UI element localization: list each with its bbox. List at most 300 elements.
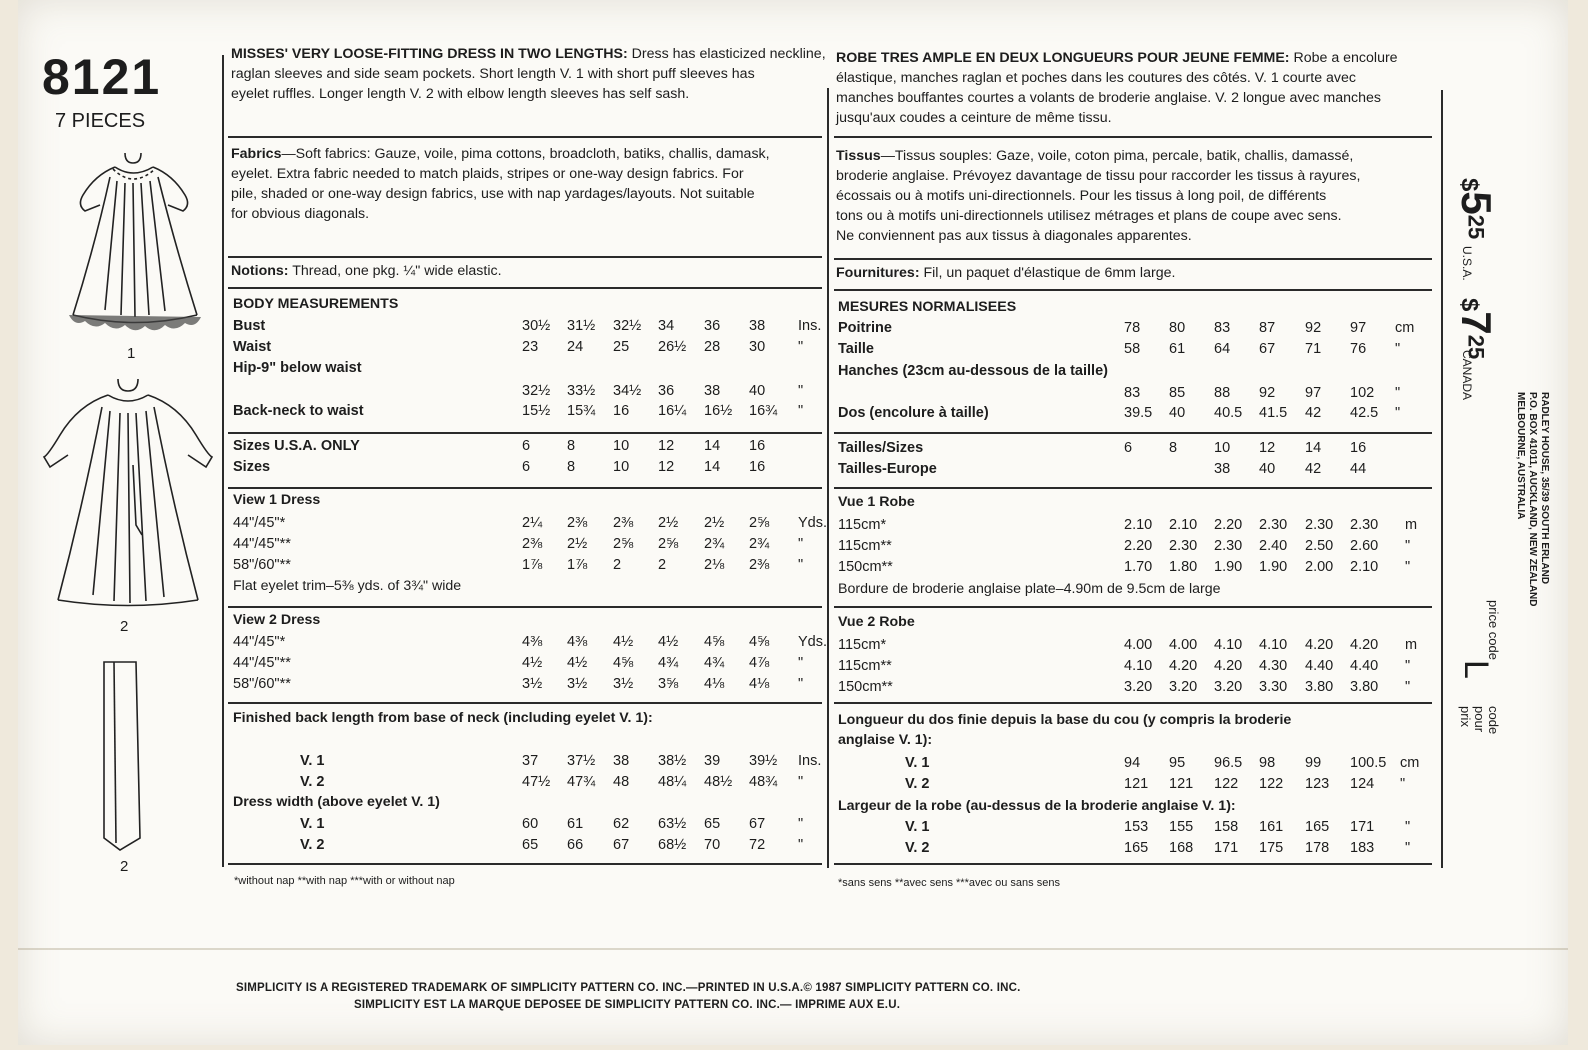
size-value-cell: 6 xyxy=(1124,440,1133,456)
en-rule-1 xyxy=(228,136,822,138)
size-value-cell: 36 xyxy=(658,383,675,399)
size-value-cell: 165 xyxy=(1305,819,1330,835)
size-value-cell: 158 xyxy=(1214,819,1239,835)
unit-cell: " xyxy=(798,676,804,692)
size-value-cell: 2.50 xyxy=(1305,538,1334,554)
unit-cell: cm xyxy=(1395,320,1415,336)
size-value-cell: 4.20 xyxy=(1169,658,1198,674)
en-dress-width-title: Dress width (above eyelet V. 1) xyxy=(233,794,440,810)
size-value-cell: 124 xyxy=(1350,776,1375,792)
price-canada-label: CANADA xyxy=(1460,350,1474,401)
size-value-cell: 4⅛ xyxy=(749,676,770,692)
fr-fabrics-line: tons ou à motifs uni-directionnels utilisez métrages et plans de coupe avec sens. xyxy=(836,208,1342,224)
unit-cell: " xyxy=(1395,385,1401,401)
size-value-cell: 2¼ xyxy=(522,515,543,531)
unit-cell: " xyxy=(1395,405,1401,421)
size-value-cell: 87 xyxy=(1259,320,1276,336)
unit-cell: " xyxy=(798,339,804,355)
size-value-cell: 10 xyxy=(613,438,630,454)
en-description-line: raglan sleeves and side seam pockets. Short length V. 1 with short puff sleeves has xyxy=(231,66,755,82)
row-label: Back-neck to waist xyxy=(233,403,364,419)
size-value-cell: 16¾ xyxy=(749,403,778,419)
size-value-cell: 16 xyxy=(1350,440,1367,456)
size-value-cell: 4.40 xyxy=(1305,658,1334,674)
unit-cell: m xyxy=(1405,637,1418,653)
unit-cell: " xyxy=(798,557,804,573)
unit-cell: " xyxy=(1405,538,1411,554)
size-value-cell: 4¾ xyxy=(704,655,725,671)
size-value-cell: 40 xyxy=(749,383,766,399)
unit-cell: " xyxy=(798,383,804,399)
fr-notions: Fournitures: Fil, un paquet d'élastique de 6mm large. xyxy=(836,265,1176,281)
en-fabrics-line: for obvious diagonals. xyxy=(231,206,370,222)
size-value-cell: 6 xyxy=(522,459,531,475)
size-value-cell: 165 xyxy=(1124,840,1149,856)
unit-cell: cm xyxy=(1400,755,1420,771)
size-value-cell: 168 xyxy=(1169,840,1194,856)
row-label: Waist xyxy=(233,339,272,355)
size-value-cell: 4½ xyxy=(522,655,543,671)
size-value-cell: 4.20 xyxy=(1214,658,1243,674)
size-value-cell: 4⅛ xyxy=(704,676,725,692)
size-value-cell: 4.20 xyxy=(1350,637,1379,653)
row-label: Bust xyxy=(233,318,266,334)
size-value-cell: 95 xyxy=(1169,755,1186,771)
size-value-cell: 8 xyxy=(1169,440,1178,456)
size-value-cell: 3.20 xyxy=(1214,679,1243,695)
unit-cell: " xyxy=(1405,658,1411,674)
size-value-cell: 2 xyxy=(613,557,622,573)
en-description-line: eyelet ruffles. Longer length V. 2 with elbow length sleeves has self sash. xyxy=(231,86,690,102)
size-value-cell: 23 xyxy=(522,339,539,355)
en-rule-8 xyxy=(228,863,822,865)
unit-cell: m xyxy=(1405,517,1418,533)
envelope-fold-line xyxy=(18,948,1568,950)
fr-description xyxy=(836,48,1398,128)
row-label: 115cm** xyxy=(838,538,892,554)
legal-line-english: SIMPLICITY IS A REGISTERED TRADEMARK OF SIMPLICITY PATTERN CO. INC.—PRINTED IN U.S.A.© 1987 SIMPLICITY PATTERN CO. INC. xyxy=(236,982,1021,994)
size-value-cell: 3.80 xyxy=(1350,679,1379,695)
size-value-cell: 2.10 xyxy=(1350,559,1379,575)
unit-cell: " xyxy=(798,403,804,419)
size-value-cell: 10 xyxy=(613,459,630,475)
row-label: 150cm** xyxy=(838,679,893,695)
size-value-cell: 38 xyxy=(1214,461,1231,477)
fr-footnote: *sans sens **avec sens ***avec ou sans sens xyxy=(838,877,1060,889)
price-canada: $725 xyxy=(1453,298,1500,360)
size-value-cell: 83 xyxy=(1214,320,1231,336)
size-value-cell: 37½ xyxy=(567,753,596,769)
size-value-cell: 4.40 xyxy=(1350,658,1379,674)
row-label: Sizes U.S.A. ONLY xyxy=(233,438,360,454)
size-value-cell: 68½ xyxy=(658,837,687,853)
size-value-cell: 38 xyxy=(704,383,721,399)
size-value-cell: 102 xyxy=(1350,385,1375,401)
size-value-cell: 4¾ xyxy=(658,655,679,671)
size-value-cell: 40 xyxy=(1259,461,1276,477)
size-value-cell: 64 xyxy=(1214,341,1231,357)
size-value-cell: 2½ xyxy=(567,536,588,552)
size-value-cell: 14 xyxy=(1305,440,1322,456)
unit-cell: " xyxy=(798,837,804,853)
size-value-cell: 2.30 xyxy=(1350,517,1379,533)
size-value-cell: 37 xyxy=(522,753,539,769)
size-value-cell: 99 xyxy=(1305,755,1322,771)
size-value-cell: 30 xyxy=(749,339,766,355)
size-value-cell: 65 xyxy=(522,837,539,853)
size-value-cell: 3½ xyxy=(613,676,634,692)
size-value-cell: 15½ xyxy=(522,403,551,419)
size-value-cell: 76 xyxy=(1350,341,1367,357)
size-value-cell: 48¾ xyxy=(749,774,778,790)
size-value-cell: 38 xyxy=(613,753,630,769)
size-value-cell: 3½ xyxy=(522,676,543,692)
size-value-cell: 4⅝ xyxy=(613,655,634,671)
row-label: V. 2 xyxy=(300,837,325,853)
fr-rule-7 xyxy=(834,702,1432,704)
size-value-cell: 2⅜ xyxy=(749,557,770,573)
fr-view-1-trim: Bordure de broderie anglaise plate–4.90m de 9.5cm de large xyxy=(838,581,1221,597)
unit-cell: " xyxy=(798,536,804,552)
en-view-1-trim: Flat eyelet trim–5⅜ yds. of 3¾" wide xyxy=(233,578,462,594)
fr-fabrics-line: Tissus—Tissus souples: Gaze, voile, coton pima, percale, batik, challis, damassé, xyxy=(836,148,1354,164)
size-value-cell: 44 xyxy=(1350,461,1367,477)
price-code-label: price code xyxy=(1486,600,1501,660)
size-value-cell: 121 xyxy=(1169,776,1194,792)
en-fabrics-line: Fabrics—Soft fabrics: Gauze, voile, pima cottons, broadcloth, batiks, challis, damask, xyxy=(231,146,770,162)
row-label: 44"/45"* xyxy=(233,515,286,531)
size-value-cell: 2¾ xyxy=(704,536,725,552)
size-value-cell: 2.10 xyxy=(1124,517,1153,533)
size-value-cell: 4.10 xyxy=(1259,637,1288,653)
size-value-cell: 2.60 xyxy=(1350,538,1379,554)
size-value-cell: 97 xyxy=(1305,385,1322,401)
size-value-cell: 92 xyxy=(1305,320,1322,336)
size-value-cell: 4.30 xyxy=(1259,658,1288,674)
size-value-cell: 183 xyxy=(1350,840,1375,856)
size-value-cell: 10 xyxy=(1214,440,1231,456)
size-value-cell: 2.00 xyxy=(1305,559,1334,575)
distributor-line: RADLEY HOUSE, 35/39 SOUTH ERLAND xyxy=(1539,392,1550,585)
size-value-cell: 2⅜ xyxy=(522,536,543,552)
size-value-cell: 171 xyxy=(1350,819,1375,835)
size-value-cell: 88 xyxy=(1214,385,1231,401)
size-value-cell: 38½ xyxy=(658,753,687,769)
size-value-cell: 8 xyxy=(567,459,576,475)
size-value-cell: 2¾ xyxy=(749,536,770,552)
center-column-rule xyxy=(827,88,829,868)
fr-description-line: manches bouffantes courtes a volants de broderie anglaise. V. 2 longue avec manches xyxy=(836,90,1381,106)
fr-finished-length-title-2: anglaise V. 1): xyxy=(838,732,933,748)
size-value-cell: 4.00 xyxy=(1124,637,1153,653)
row-label: V. 2 xyxy=(905,776,930,792)
size-value-cell: 85 xyxy=(1169,385,1186,401)
row-label: Sizes xyxy=(233,459,271,475)
size-value-cell: 2.30 xyxy=(1214,538,1243,554)
fr-rule-1 xyxy=(834,136,1432,138)
size-value-cell: 12 xyxy=(1259,440,1276,456)
piece-count: 7 PIECES xyxy=(55,110,146,132)
size-value-cell: 94 xyxy=(1124,755,1141,771)
size-value-cell: 67 xyxy=(749,816,766,832)
size-value-cell: 121 xyxy=(1124,776,1149,792)
size-value-cell: 61 xyxy=(1169,341,1186,357)
sash-pattern-piece-illustration xyxy=(100,658,150,858)
row-label: V. 1 xyxy=(300,816,325,832)
size-value-cell: 161 xyxy=(1259,819,1284,835)
fr-fabrics-line: écossais ou à motifs uni-directionnels. Pour les tissus à long poil, de différents xyxy=(836,188,1327,204)
right-column-rule xyxy=(1441,90,1443,868)
row-label: Dos (encolure à taille) xyxy=(838,405,989,421)
en-view-2-title: View 2 Dress xyxy=(233,612,321,628)
en-rule-4 xyxy=(228,432,822,434)
en-rule-6 xyxy=(228,606,822,608)
en-finished-length-title: Finished back length from base of neck (including eyelet V. 1): xyxy=(233,710,653,726)
fr-dress-width-title: Largeur de la robe (au-dessus de la broderie anglaise V. 1): xyxy=(838,798,1236,814)
fr-rule-4 xyxy=(834,432,1432,434)
price-usa: $525 xyxy=(1453,178,1500,240)
size-value-cell: 42 xyxy=(1305,461,1322,477)
size-value-cell: 2 xyxy=(658,557,667,573)
row-label: 115cm* xyxy=(838,637,887,653)
fr-finished-length-title: Longueur du dos finie depuis la base du cou (y compris la broderie xyxy=(838,712,1292,728)
size-value-cell: 39½ xyxy=(749,753,778,769)
size-value-cell: 80 xyxy=(1169,320,1186,336)
size-value-cell: 1.80 xyxy=(1169,559,1198,575)
size-value-cell: 61 xyxy=(567,816,584,832)
size-value-cell: 16 xyxy=(749,459,766,475)
size-value-cell: 2⅝ xyxy=(658,536,679,552)
fr-rule-3 xyxy=(834,289,1432,291)
size-value-cell: 62 xyxy=(613,816,630,832)
size-value-cell: 60 xyxy=(522,816,539,832)
row-label: Tailles-Europe xyxy=(838,461,937,477)
size-value-cell: 4½ xyxy=(658,634,679,650)
size-value-cell: 3⅝ xyxy=(658,676,679,692)
size-value-cell: 122 xyxy=(1214,776,1239,792)
en-rule-2 xyxy=(228,256,822,258)
unit-cell: " xyxy=(1405,559,1411,575)
left-column-rule xyxy=(222,55,224,867)
size-value-cell: 16½ xyxy=(704,403,733,419)
row-label: Hanches (23cm au-dessous de la taille) xyxy=(838,363,1108,379)
en-body-measurements-title: BODY MEASUREMENTS xyxy=(233,296,399,312)
size-value-cell: 96.5 xyxy=(1214,755,1243,771)
size-value-cell: 3.80 xyxy=(1305,679,1334,695)
distributor-line: P.O. BOX 41011, AUCKLAND, NEW ZEALAND xyxy=(1527,392,1538,607)
size-value-cell: 63½ xyxy=(658,816,687,832)
size-value-cell: 1.90 xyxy=(1214,559,1243,575)
sash-piece-label: 2 xyxy=(120,858,129,875)
size-value-cell: 14 xyxy=(704,438,721,454)
size-value-cell: 4.10 xyxy=(1124,658,1153,674)
size-value-cell: 42.5 xyxy=(1350,405,1379,421)
en-description xyxy=(231,44,826,104)
price-usa-label: U.S.A. xyxy=(1460,246,1474,281)
row-label: 58"/60"** xyxy=(233,676,291,692)
size-value-cell: 2.30 xyxy=(1169,538,1198,554)
size-value-cell: 48 xyxy=(613,774,630,790)
size-value-cell: 26½ xyxy=(658,339,687,355)
row-label: Hip-9" below waist xyxy=(233,360,362,376)
size-value-cell: 28 xyxy=(704,339,721,355)
row-label: 115cm* xyxy=(838,517,887,533)
size-value-cell: 178 xyxy=(1305,840,1330,856)
fr-view-2-title: Vue 2 Robe xyxy=(838,614,915,630)
en-rule-3 xyxy=(228,287,822,289)
size-value-cell: 2⅜ xyxy=(613,515,634,531)
size-value-cell: 97 xyxy=(1350,320,1367,336)
size-value-cell: 48½ xyxy=(704,774,733,790)
size-value-cell: 175 xyxy=(1259,840,1284,856)
size-value-cell: 12 xyxy=(658,438,675,454)
fr-body-measurements-title: MESURES NORMALISEES xyxy=(838,299,1017,315)
size-value-cell: 171 xyxy=(1214,840,1239,856)
row-label: 58"/60"** xyxy=(233,557,291,573)
unit-cell: " xyxy=(1395,341,1401,357)
row-label: 115cm** xyxy=(838,658,892,674)
size-value-cell: 6 xyxy=(522,438,531,454)
size-value-cell: 30½ xyxy=(522,318,551,334)
en-rule-5 xyxy=(228,487,822,489)
row-label: 150cm** xyxy=(838,559,893,575)
unit-cell: " xyxy=(798,774,804,790)
price-code-letter: L xyxy=(1457,660,1495,679)
size-value-cell: 70 xyxy=(704,837,721,853)
unit-cell: " xyxy=(1405,819,1411,835)
size-value-cell: 42 xyxy=(1305,405,1322,421)
size-value-cell: 2.20 xyxy=(1214,517,1243,533)
size-value-cell: 1⅞ xyxy=(522,557,543,573)
size-value-cell: 78 xyxy=(1124,320,1141,336)
view-1-dress-illustration xyxy=(55,145,225,355)
size-value-cell: 47½ xyxy=(522,774,551,790)
row-label: 44"/45"** xyxy=(233,536,291,552)
size-value-cell: 14 xyxy=(704,459,721,475)
size-value-cell: 2½ xyxy=(704,515,725,531)
size-value-cell: 16¼ xyxy=(658,403,687,419)
size-value-cell: 4⅜ xyxy=(522,634,543,650)
size-value-cell: 16 xyxy=(613,403,630,419)
size-value-cell: 2⅝ xyxy=(613,536,634,552)
en-footnote: *without nap **with nap ***with or without nap xyxy=(234,875,455,887)
row-label: V. 1 xyxy=(905,819,930,835)
fr-rule-6 xyxy=(834,606,1432,608)
legal-line-french: SIMPLICITY EST LA MARQUE DEPOSEE DE SIMPLICITY PATTERN CO. INC.— IMPRIME AUX E.U. xyxy=(354,999,901,1011)
size-value-cell: 48¼ xyxy=(658,774,687,790)
size-value-cell: 2⅛ xyxy=(704,557,725,573)
view-2-label: 2 xyxy=(120,618,129,635)
row-label: 44"/45"* xyxy=(233,634,286,650)
size-value-cell: 3.20 xyxy=(1124,679,1153,695)
row-label: Tailles/Sizes xyxy=(838,440,924,456)
size-value-cell: 1.90 xyxy=(1259,559,1288,575)
en-view-1-title: View 1 Dress xyxy=(233,492,321,508)
size-value-cell: 4.20 xyxy=(1305,637,1334,653)
unit-cell: " xyxy=(798,655,804,671)
fr-description-line: jusqu'aux coudes a ceinture de même tissu. xyxy=(836,110,1112,126)
size-value-cell: 4⅜ xyxy=(567,634,588,650)
row-label: Poitrine xyxy=(838,320,892,336)
size-value-cell: 65 xyxy=(704,816,721,832)
size-value-cell: 100.5 xyxy=(1350,755,1387,771)
size-value-cell: 3.20 xyxy=(1169,679,1198,695)
en-fabrics xyxy=(231,144,770,224)
size-value-cell: 2.20 xyxy=(1124,538,1153,554)
size-value-cell: 1⅞ xyxy=(567,557,588,573)
en-description-line: MISSES' VERY LOOSE-FITTING DRESS IN TWO LENGTHS: Dress has elasticized neckline, xyxy=(231,46,826,62)
view-1-label: 1 xyxy=(127,345,136,362)
size-value-cell: 153 xyxy=(1124,819,1149,835)
unit-cell: Ins. xyxy=(798,753,822,769)
size-value-cell: 58 xyxy=(1124,341,1141,357)
size-value-cell: 71 xyxy=(1305,341,1322,357)
unit-cell: " xyxy=(798,816,804,832)
size-value-cell: 2½ xyxy=(658,515,679,531)
size-value-cell: 4⅞ xyxy=(749,655,770,671)
fr-rule-2 xyxy=(834,258,1432,260)
size-value-cell: 40 xyxy=(1169,405,1186,421)
size-value-cell: 4⅝ xyxy=(749,634,770,650)
size-value-cell: 72 xyxy=(749,837,766,853)
row-label: V. 1 xyxy=(300,753,325,769)
size-value-cell: 2.30 xyxy=(1259,517,1288,533)
row-label: V. 2 xyxy=(905,840,930,856)
size-value-cell: 39.5 xyxy=(1124,405,1153,421)
size-value-cell: 4⅝ xyxy=(704,634,725,650)
size-value-cell: 98 xyxy=(1259,755,1276,771)
unit-cell: " xyxy=(1400,776,1406,792)
size-value-cell: 67 xyxy=(1259,341,1276,357)
size-value-cell: 34 xyxy=(658,318,675,334)
fr-rule-8 xyxy=(834,863,1432,865)
size-value-cell: 16 xyxy=(749,438,766,454)
size-value-cell: 2.40 xyxy=(1259,538,1288,554)
size-value-cell: 47¾ xyxy=(567,774,596,790)
fr-view-1-title: Vue 1 Robe xyxy=(838,494,915,510)
fr-fabrics-line: broderie anglaise. Prévoyez davantage de tissu pour raccorder les tissus à rayures, xyxy=(836,168,1361,184)
size-value-cell: 15¾ xyxy=(567,403,596,419)
unit-cell: Ins. xyxy=(798,318,822,334)
size-value-cell: 83 xyxy=(1124,385,1141,401)
unit-cell: Yds. xyxy=(798,634,828,650)
size-value-cell: 25 xyxy=(613,339,630,355)
size-value-cell: 67 xyxy=(613,837,630,853)
unit-cell: Yds. xyxy=(798,515,828,531)
size-value-cell: 3.30 xyxy=(1259,679,1288,695)
view-2-dress-illustration xyxy=(38,375,213,615)
size-value-cell: 34½ xyxy=(613,383,642,399)
size-value-cell: 66 xyxy=(567,837,584,853)
size-value-cell: 41.5 xyxy=(1259,405,1288,421)
size-value-cell: 32½ xyxy=(522,383,551,399)
row-label: Taille xyxy=(838,341,874,357)
size-value-cell: 33½ xyxy=(567,383,596,399)
size-value-cell: 2⅜ xyxy=(567,515,588,531)
size-value-cell: 39 xyxy=(704,753,721,769)
size-value-cell: 123 xyxy=(1305,776,1330,792)
unit-cell: " xyxy=(1405,840,1411,856)
size-value-cell: 12 xyxy=(658,459,675,475)
en-fabrics-line: eyelet. Extra fabric needed to match plaids, stripes or one-way design fabrics. For xyxy=(231,166,744,182)
size-value-cell: 4.00 xyxy=(1169,637,1198,653)
size-value-cell: 4½ xyxy=(613,634,634,650)
size-value-cell: 38 xyxy=(749,318,766,334)
en-fabrics-line: pile, shaded or one-way design fabrics, use with nap yardages/layouts. Not suitable xyxy=(231,186,755,202)
size-value-cell: 1.70 xyxy=(1124,559,1153,575)
row-label: V. 2 xyxy=(300,774,325,790)
size-value-cell: 92 xyxy=(1259,385,1276,401)
